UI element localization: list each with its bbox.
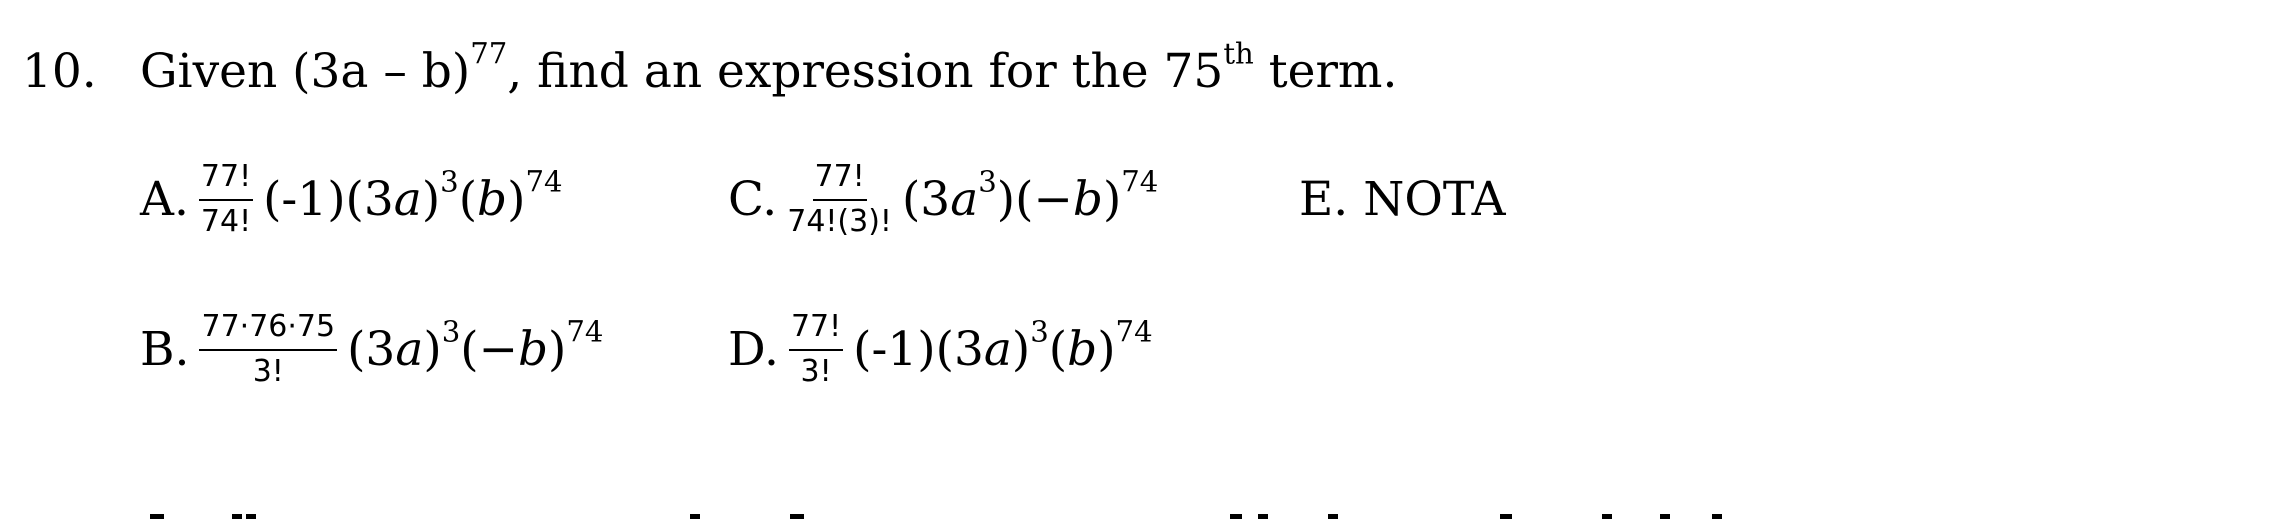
cutoff-text-line (0, 505, 2269, 519)
choice-d-denominator: 3! (800, 353, 832, 389)
choice-c-numerator: 77! (813, 160, 867, 201)
question-text (140, 36, 1398, 99)
choice-b[interactable] (140, 310, 603, 389)
choice-a-fraction (199, 160, 253, 239)
choice-d[interactable] (728, 310, 1153, 389)
choice-d-expression: $(-1)(3a)^3(b)^{74}$ (853, 314, 1153, 377)
question-power: 77 (470, 36, 508, 71)
choice-a-expression: $(-1)(3a)^3(b)^{74}$ (263, 164, 563, 227)
choice-a-numerator: 77! (199, 160, 253, 201)
choice-c-expression: $(3a^3)(-b)^{74}$ (901, 164, 1159, 227)
question-base: (3a – b) (292, 44, 471, 99)
choice-c-label: C. (728, 172, 778, 227)
choice-c-fraction (787, 160, 892, 239)
choice-c[interactable] (728, 160, 1158, 239)
choice-b-numerator: 77·76·75 (199, 310, 337, 351)
choice-a[interactable] (140, 160, 563, 239)
choice-b-fraction (199, 310, 337, 389)
choice-e-label: E. NOTA (1299, 172, 1506, 227)
choice-b-label: B. (140, 322, 190, 377)
choice-c-denominator: 74!(3)! (787, 203, 892, 239)
question-number: 10. (22, 44, 97, 99)
choice-d-label: D. (728, 322, 779, 377)
choice-b-denominator: 3! (252, 353, 284, 389)
question-prefix: Given (140, 44, 293, 99)
question-ordinal: th (1223, 36, 1254, 71)
choice-d-fraction (789, 310, 843, 389)
choice-d-numerator: 77! (789, 310, 843, 351)
choice-a-label: A. (140, 172, 189, 227)
choice-a-denominator: 74! (200, 203, 252, 239)
choice-e[interactable] (1299, 172, 1506, 227)
choice-b-expression: $(3a)^3(-b)^{74}$ (347, 314, 604, 377)
question-suffix: term. (1253, 44, 1398, 99)
question-middle: , find an expression for the 75 (507, 44, 1224, 99)
